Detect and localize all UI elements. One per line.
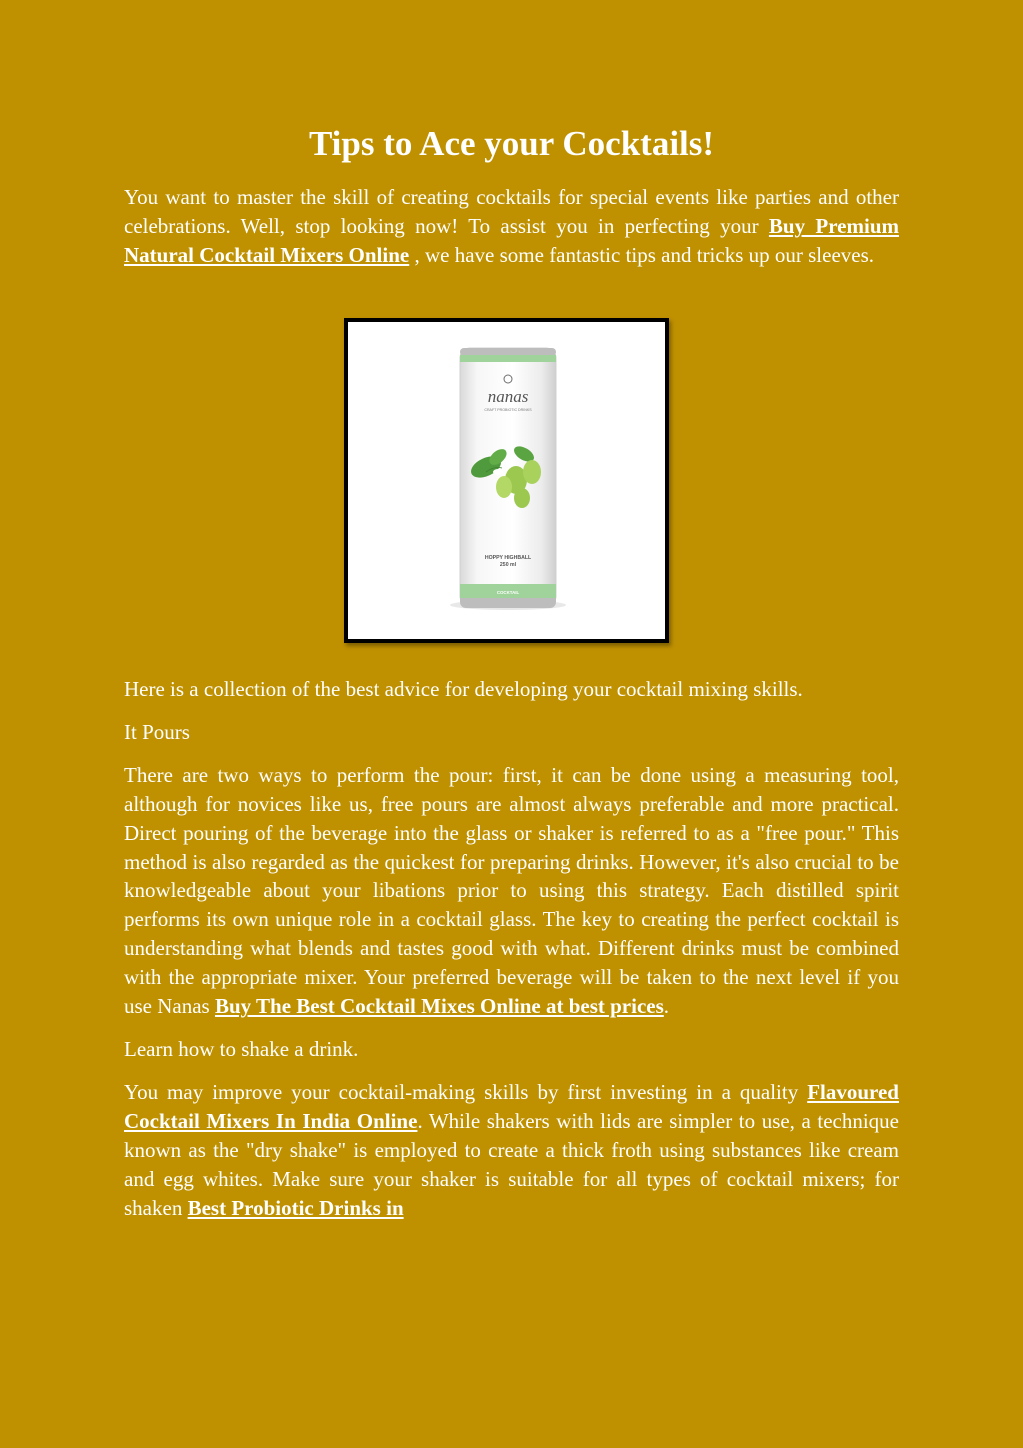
can-brand-sub: CRAFT PROBIOTIC DRINKS [484,408,532,412]
page-title: Tips to Ace your Cocktails! [308,124,715,163]
article-body [124,675,899,1222]
buy-premium-mixers-link[interactable]: Buy Premium Natural Cocktail Mixers Online [124,213,899,267]
section-heading-shake: Learn how to shake a drink. [124,1036,359,1061]
best-probiotic-drinks-link[interactable]: Best Probiotic Drinks in [187,1195,404,1220]
intro-text-start: You want to master the skill of creating cocktails for special events like parties and other celebrations. Well, stop looking now! To assist you in perfecting your [124,185,899,238]
pour-paragraph [124,761,899,1021]
intro-paragraph [124,183,899,270]
collection-paragraph: Here is a collection of the best advice for developing your cocktail mixing skills. [124,677,803,701]
shake-text-middle: . While shakers with lids are simpler to use, a technique known as the "dry shake" is employed to create a thick froth using substances like cream and egg whites. Make sure your shaker is suitable for all types of cocktail mixers; for shaken [124,1108,899,1220]
product-image [344,318,669,643]
can-band-label: COCKTAIL [496,590,520,595]
pour-text: There are two ways to perform the pour: first, it can be done using a measuring tool, although for novices like us, free pours are almost always preferable and more practical. Direct pouring of the beverage into the glass or shaker is referred to as a "free pour." This method is also regarded as the quickest for preparing drinks. However, it's also crucial to be knowledgeable about your libations prior to using this strategy. Each distilled spirit performs its own unique role in a cocktail glass. The key to creating the perfect cocktail is understanding what blends and tastes good with what. Different drinks must be combined with the appropriate mixer. Your preferred beverage will be taken to the next level if you use Nanas [124,762,899,1019]
intro-paragraph-block [124,183,899,270]
best-cocktail-mixes-link[interactable]: Buy The Best Cocktail Mixes Online at best prices [214,994,664,1019]
can-flavor: HOPPY HIGHBALL [484,555,532,561]
intro-text-end: , we have some fantastic tips and tricks up our sleeves. [409,242,875,267]
shake-paragraph [124,1078,899,1223]
flavoured-cocktail-mixers-link[interactable]: Flavoured Cocktail Mixers In India Online [124,1079,899,1133]
section-heading-it-pours: It Pours [124,719,190,744]
shake-text-start: You may improve your cocktail-making skills by first investing in a quality [124,1079,808,1104]
can-volume: 250 ml [499,562,517,568]
can-top-band [460,355,556,362]
product-can-image [348,322,665,639]
pour-text-end: . [663,994,670,1019]
can-brand: nanas [487,387,529,406]
